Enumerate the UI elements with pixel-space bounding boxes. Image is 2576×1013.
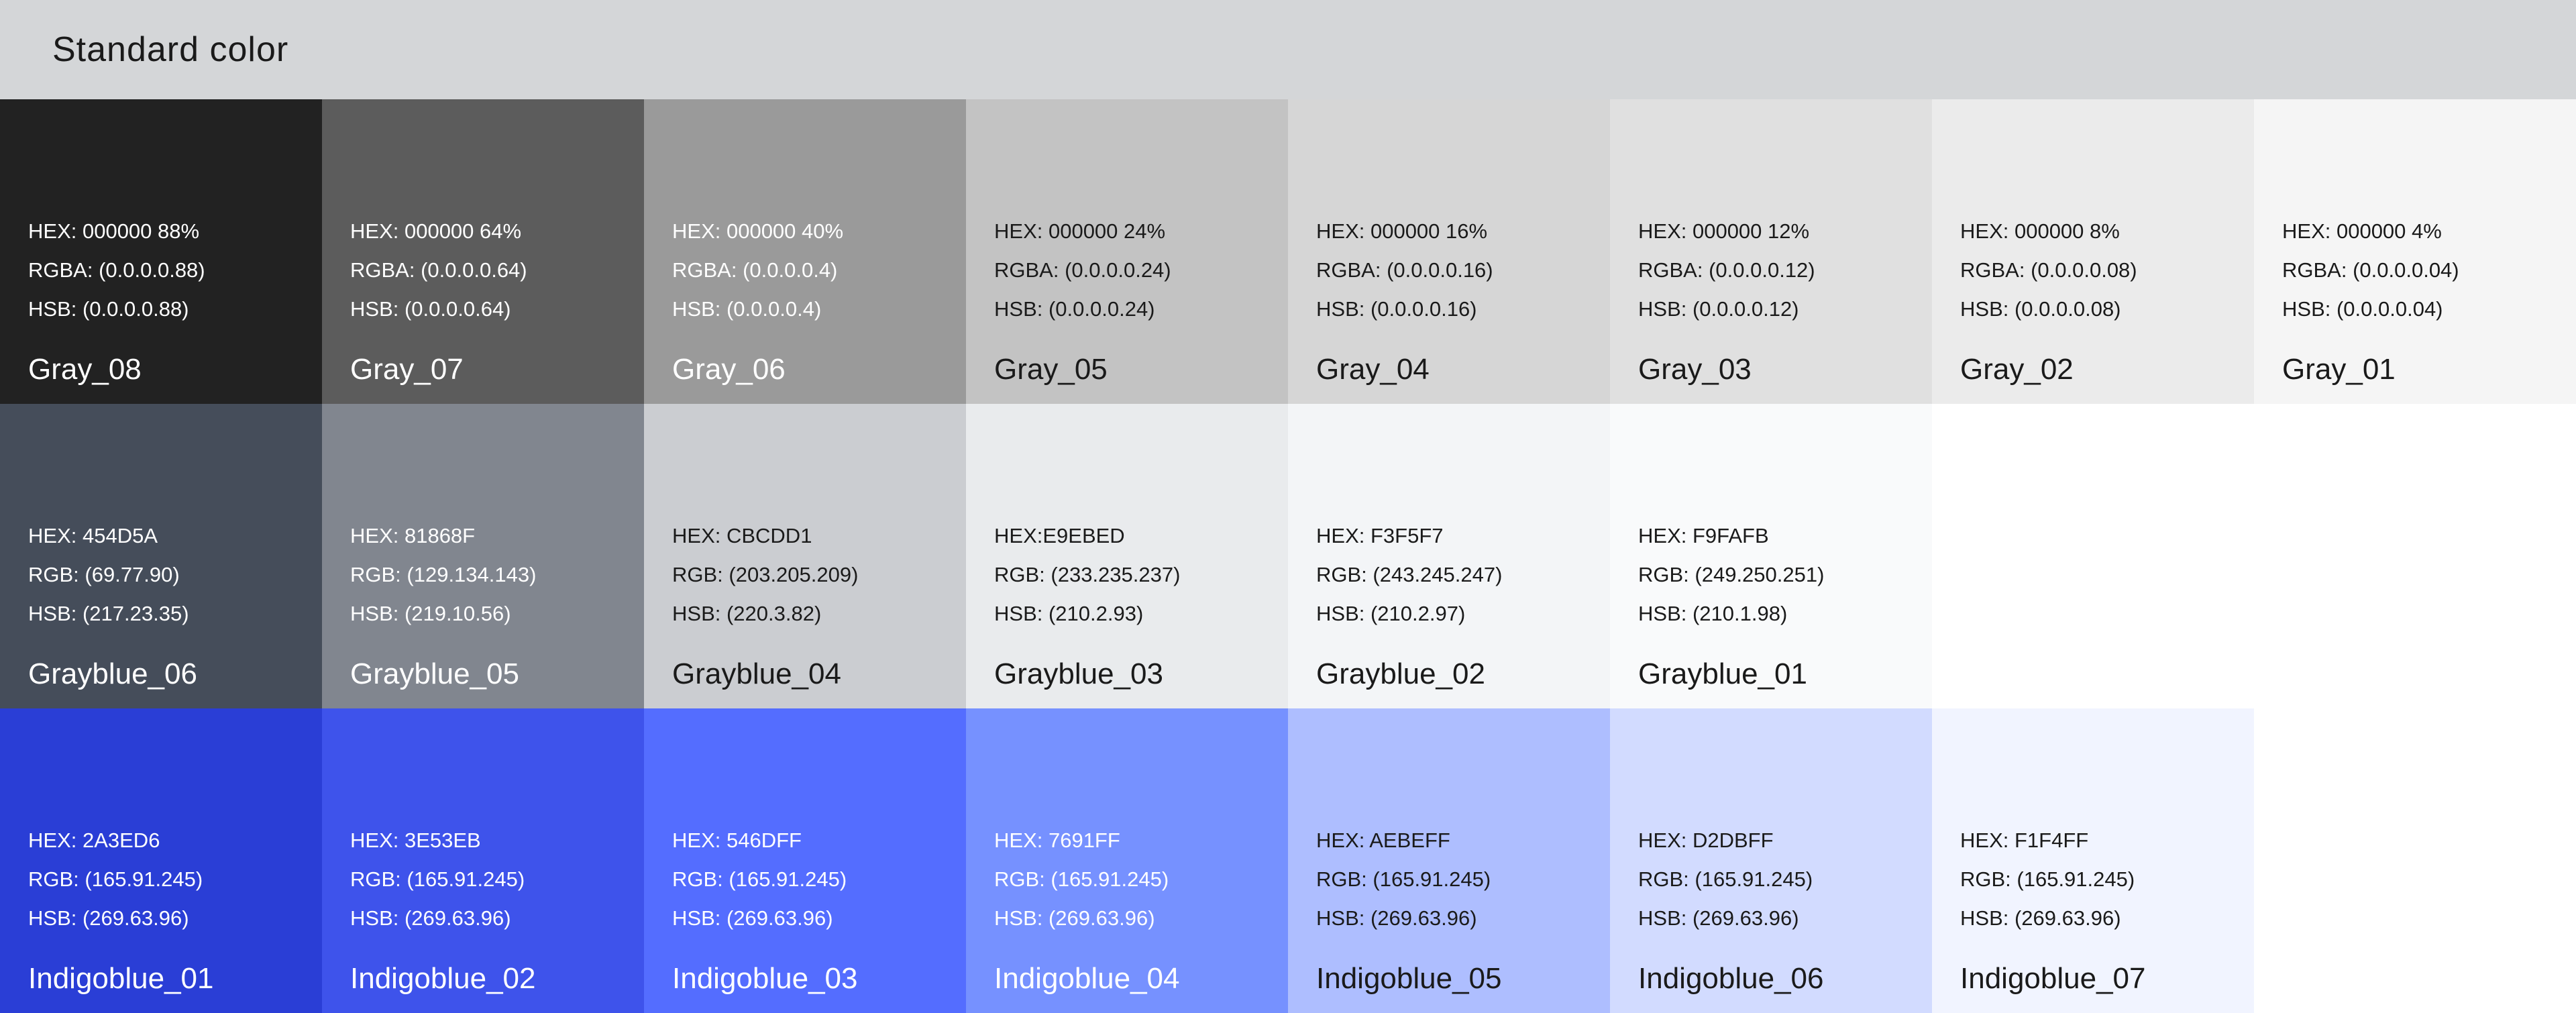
swatch-values	[1638, 821, 1813, 938]
swatch-values	[1638, 212, 1815, 329]
swatch-hsb: HSB: (0.0.0.0.88)	[28, 297, 189, 321]
swatch-hsb: HSB: (0.0.0.0.16)	[1316, 297, 1477, 321]
swatch-name: Indigoblue_03	[672, 962, 858, 995]
page-title: Standard color	[52, 30, 289, 69]
color-swatch[interactable]	[966, 708, 1288, 1013]
swatch-hsb: HSB: (219.10.56)	[350, 602, 511, 625]
swatch-name: Gray_07	[350, 353, 464, 386]
swatch-name: Gray_04	[1316, 353, 1430, 386]
color-swatch[interactable]	[0, 99, 322, 404]
swatch-hsb: HSB: (269.63.96)	[1638, 906, 1799, 930]
swatch-hex: HEX: 7691FF	[994, 829, 1120, 852]
swatch-values	[1960, 212, 2137, 329]
swatch-rgb: RGBA: (0.0.0.0.04)	[2282, 258, 2459, 282]
color-swatch[interactable]	[966, 404, 1288, 708]
swatch-hex: HEX: 454D5A	[28, 524, 158, 547]
swatch-hsb: HSB: (269.63.96)	[672, 906, 833, 930]
swatch-values	[350, 517, 536, 633]
color-swatch[interactable]	[1932, 99, 2254, 404]
swatch-name: Indigoblue_04	[994, 962, 1180, 995]
swatch-hsb: HSB: (210.1.98)	[1638, 602, 1788, 625]
swatch-hex: HEX: 000000 16%	[1316, 219, 1488, 243]
swatch-values	[1960, 821, 2135, 938]
color-swatch[interactable]	[322, 404, 644, 708]
swatch-rgb: RGBA: (0.0.0.0.08)	[1960, 258, 2137, 282]
swatch-values	[1316, 821, 1491, 938]
swatch-hex: HEX: 000000 64%	[350, 219, 522, 243]
swatch-name: Indigoblue_06	[1638, 962, 1824, 995]
swatch-rgb: RGB: (249.250.251)	[1638, 563, 1825, 586]
swatch-name: Gray_03	[1638, 353, 1752, 386]
color-swatch[interactable]	[644, 99, 966, 404]
swatch-hex: HEX: F3F5F7	[1316, 524, 1444, 547]
swatch-values	[1316, 212, 1493, 329]
swatch-name: Gray_08	[28, 353, 142, 386]
swatch-hsb: HSB: (210.2.93)	[994, 602, 1144, 625]
palette-row-indigoblue	[0, 708, 2576, 1013]
swatch-values	[672, 212, 843, 329]
swatch-hsb: HSB: (0.0.0.0.08)	[1960, 297, 2121, 321]
swatch-values	[1638, 517, 1824, 633]
swatch-name: Grayblue_01	[1638, 657, 1807, 690]
swatch-rgb: RGB: (129.134.143)	[350, 563, 537, 586]
swatch-rgb: RGBA: (0.0.0.0.88)	[28, 258, 205, 282]
swatch-hsb: HSB: (210.2.97)	[1316, 602, 1466, 625]
swatch-rgb: RGB: (165.91.245)	[350, 867, 525, 891]
swatch-hsb: HSB: (0.0.0.0.64)	[350, 297, 511, 321]
swatch-rgb: RGB: (243.245.247)	[1316, 563, 1503, 586]
swatch-hsb: HSB: (217.23.35)	[28, 602, 189, 625]
color-swatch[interactable]	[644, 404, 966, 708]
swatch-name: Gray_01	[2282, 353, 2396, 386]
swatch-hex: HEX: 000000 12%	[1638, 219, 1810, 243]
swatch-hex: HEX:E9EBED	[994, 524, 1125, 547]
swatch-values	[2282, 212, 2459, 329]
palette-row-grayblue	[0, 404, 2576, 708]
swatch-hsb: HSB: (0.0.0.0.4)	[672, 297, 822, 321]
swatch-hsb: HSB: (269.63.96)	[350, 906, 511, 930]
swatch-values	[672, 821, 847, 938]
swatch-name: Grayblue_06	[28, 657, 197, 690]
swatch-name: Indigoblue_05	[1316, 962, 1502, 995]
color-swatch[interactable]	[0, 708, 322, 1013]
color-swatch[interactable]	[322, 708, 644, 1013]
color-swatch[interactable]	[322, 99, 644, 404]
color-swatch[interactable]	[1288, 99, 1610, 404]
swatch-hex: HEX: 000000 40%	[672, 219, 844, 243]
color-swatch[interactable]	[644, 708, 966, 1013]
color-swatch[interactable]	[1932, 708, 2254, 1013]
color-swatch[interactable]	[1288, 708, 1610, 1013]
swatch-hex: HEX: 000000 4%	[2282, 219, 2442, 243]
swatch-name: Indigoblue_07	[1960, 962, 2146, 995]
swatch-hex: HEX: 000000 8%	[1960, 219, 2120, 243]
swatch-hsb: HSB: (0.0.0.0.04)	[2282, 297, 2443, 321]
swatch-hsb: HSB: (269.63.96)	[994, 906, 1155, 930]
swatch-rgb: RGBA: (0.0.0.0.64)	[350, 258, 527, 282]
swatch-rgb: RGB: (165.91.245)	[994, 867, 1169, 891]
swatch-rgb: RGBA: (0.0.0.0.12)	[1638, 258, 1815, 282]
swatch-hsb: HSB: (0.0.0.0.12)	[1638, 297, 1799, 321]
swatch-rgb: RGB: (69.77.90)	[28, 563, 180, 586]
color-swatch[interactable]	[1610, 708, 1932, 1013]
swatch-values	[28, 212, 205, 329]
swatch-hsb: HSB: (269.63.96)	[28, 906, 189, 930]
swatch-values	[672, 517, 858, 633]
swatch-hsb: HSB: (269.63.96)	[1960, 906, 2121, 930]
swatch-rgb: RGB: (165.91.245)	[672, 867, 847, 891]
swatch-name: Grayblue_04	[672, 657, 841, 690]
swatch-values	[28, 517, 189, 633]
swatch-values	[28, 821, 203, 938]
swatch-values	[994, 517, 1180, 633]
swatch-hsb: HSB: (269.63.96)	[1316, 906, 1477, 930]
swatch-rgb: RGB: (203.205.209)	[672, 563, 859, 586]
swatch-rgb: RGBA: (0.0.0.0.4)	[672, 258, 838, 282]
swatch-hex: HEX: 81868F	[350, 524, 476, 547]
swatch-hsb: HSB: (0.0.0.0.24)	[994, 297, 1155, 321]
swatch-values	[350, 821, 525, 938]
swatch-hsb: HSB: (220.3.82)	[672, 602, 822, 625]
swatch-values	[350, 212, 527, 329]
color-swatch[interactable]	[2254, 99, 2576, 404]
swatch-name: Indigoblue_02	[350, 962, 536, 995]
color-swatch[interactable]	[1610, 404, 1932, 708]
swatch-rgb: RGBA: (0.0.0.0.24)	[994, 258, 1171, 282]
page-header	[0, 0, 2576, 99]
swatch-rgb: RGB: (165.91.245)	[28, 867, 203, 891]
row-spacer	[1932, 404, 2576, 708]
swatch-hex: HEX: 3E53EB	[350, 829, 481, 852]
swatch-rgb: RGB: (165.91.245)	[1960, 867, 2135, 891]
palette-row-gray	[0, 99, 2576, 404]
swatch-rgb: RGB: (233.235.237)	[994, 563, 1181, 586]
swatch-hex: HEX: CBCDD1	[672, 524, 812, 547]
swatch-name: Grayblue_02	[1316, 657, 1485, 690]
swatch-name: Indigoblue_01	[28, 962, 214, 995]
swatch-hex: HEX: 2A3ED6	[28, 829, 160, 852]
swatch-hex: HEX: 000000 88%	[28, 219, 200, 243]
swatch-rgb: RGB: (165.91.245)	[1638, 867, 1813, 891]
swatch-hex: HEX: D2DBFF	[1638, 829, 1774, 852]
color-swatch[interactable]	[1610, 99, 1932, 404]
swatch-values	[1316, 517, 1502, 633]
swatch-rgb: RGBA: (0.0.0.0.16)	[1316, 258, 1493, 282]
swatch-hex: HEX: 000000 24%	[994, 219, 1166, 243]
swatch-hex: HEX: F1F4FF	[1960, 829, 2089, 852]
row-spacer	[2254, 708, 2576, 1013]
swatch-name: Gray_06	[672, 353, 786, 386]
swatch-values	[994, 212, 1171, 329]
color-swatch[interactable]	[1288, 404, 1610, 708]
swatch-values	[994, 821, 1169, 938]
color-swatch[interactable]	[966, 99, 1288, 404]
swatch-name: Gray_05	[994, 353, 1108, 386]
swatch-name: Grayblue_03	[994, 657, 1163, 690]
swatch-rgb: RGB: (165.91.245)	[1316, 867, 1491, 891]
swatch-name: Gray_02	[1960, 353, 2074, 386]
swatch-hex: HEX: F9FAFB	[1638, 524, 1769, 547]
swatch-hex: HEX: AEBEFF	[1316, 829, 1450, 852]
color-swatch[interactable]	[0, 404, 322, 708]
swatch-hex: HEX: 546DFF	[672, 829, 802, 852]
swatch-name: Grayblue_05	[350, 657, 519, 690]
